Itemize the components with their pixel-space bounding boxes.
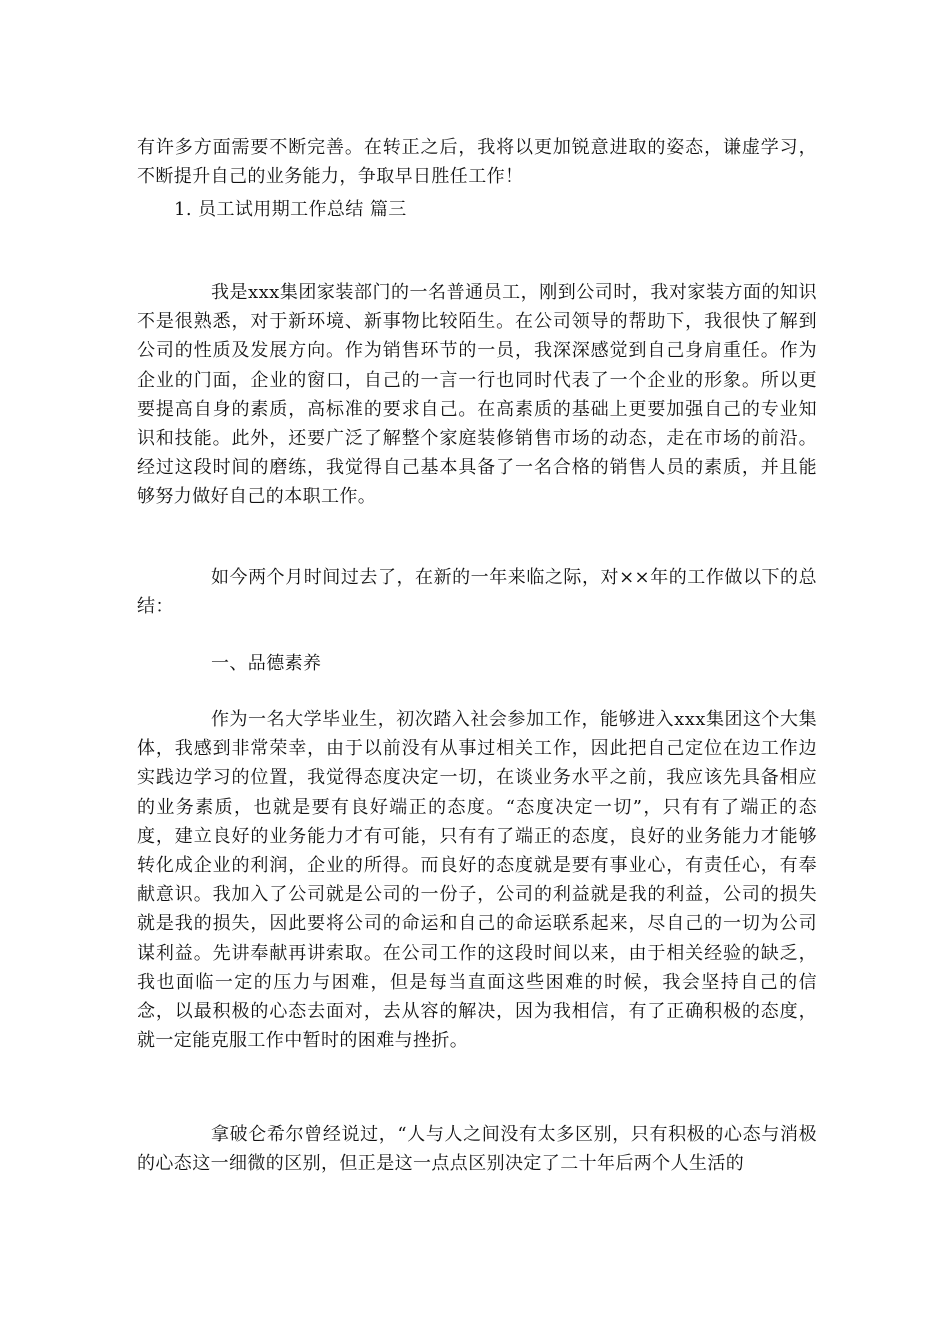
intro-paragraph: 有许多方面需要不断完善。在转正之后，我将以更加锐意进取的姿态，谦虚学习，不断提升自己的业务能力，争取早日胜任工作！ [137, 137, 817, 188]
article-heading: 1. 员工试用期工作总结 篇三 [174, 199, 407, 220]
body-paragraph: 我是xxx集团家装部门的一名普通员工，刚到公司时，我对家装方面的知识不是很熟悉，对于新环境、新事物比较陌生。在公司领导的帮助下，我很快了解到公司的性质及发展方向。作为销售环节的一员，我深深感觉到自己身肩重任。作为企业的门面，企业的窗口，自己的一言一行也同时代表了一个企业的形象。所以更要提高自身的素质，高标准的要求自己。在高素质的基础上更要加强自己的专业知识和技能。此外，还要广泛了解整个家庭装修销售市场的动态，走在市场的前沿。经过这段时间的磨练，我觉得自己基本具备了一名合格的销售人员的素质，并且能够努力做好自己的本职工作。 [137, 282, 817, 508]
body-paragraph: 拿破仑希尔曾经说过，“人与人之间没有太多区别，只有积极的心态与消极的心态这一细微的区别，但正是这一点点区别决定了二十年后两个人生活的 [137, 1124, 817, 1175]
body-paragraph: 如今两个月时间过去了，在新的一年来临之际，对××年的工作做以下的总结： [137, 567, 817, 618]
body-paragraph: 作为一名大学毕业生，初次踏入社会参加工作，能够进入xxx集团这个大集体，我感到非常荣幸，由于以前没有从事过相关工作，因此把自己定位在边工作边实践边学习的位置，我觉得态度决定一切，在谈业务水平之前，我应该先具备相应的业务素质，也就是要有良好端正的态度。“态度决定一切”，只有有了端正的态度，建立良好的业务能力才有可能，只有有了端正的态度，良好的业务能力才能够转化成企业的利润，企业的所得。而良好的态度就是要有事业心，有责任心，有奉献意识。我加入了公司就是公司的一份子，公司的利益就是我的利益，公司的损失就是我的损失，因此要将公司的命运和自己的命运联系起来，尽自己的一切为公司谋利益。先讲奉献再讲索取。在公司工作的这段时间以来，由于相关经验的缺乏，我也面临一定的压力与困难，但是每当直面这些困难的时候，我会坚持自己的信念，以最积极的心态去面对，去从容的解决，因为我相信，有了正确积极的态度，就一定能克服工作中暂时的困难与挫折。 [137, 709, 817, 1052]
section-heading: 一、品德素养 [211, 653, 322, 674]
